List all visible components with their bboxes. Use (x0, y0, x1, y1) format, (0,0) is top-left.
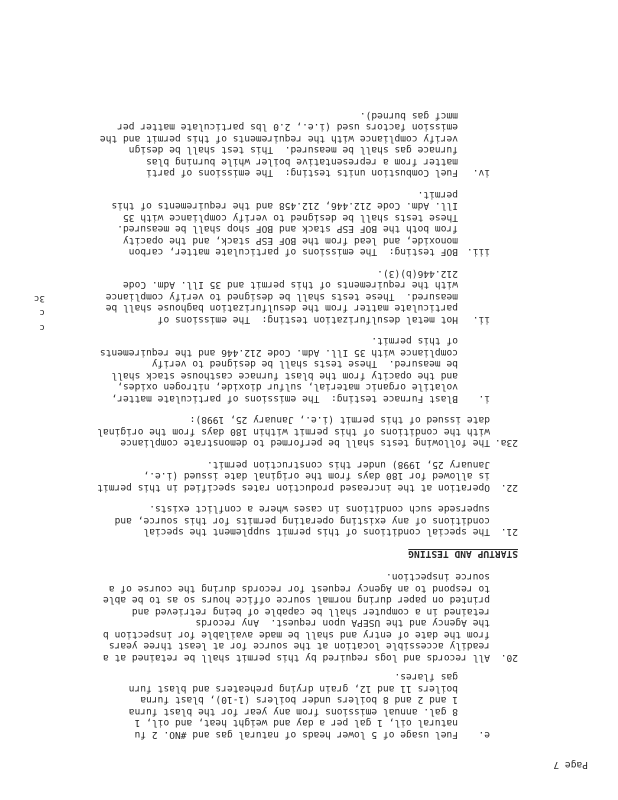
text-line: furnace gas shall be measured. This test shall be design (128, 144, 458, 156)
text-line: BOF testing: The emissions of particulate matter, carbon (128, 246, 458, 258)
text-line: monoxide, and lead from the BOF ESP stack, and the opacity (122, 235, 458, 246)
item-number: iii. (466, 246, 490, 258)
item-text (111, 189, 458, 258)
text-line: from the date of entry and shall be made available for inspection b (103, 629, 490, 640)
text-line: 8 gal. annual emissions from any year for the blast furna (128, 706, 458, 717)
text-line: boilers 11 and 12, grain drying preheaters and blast furn (128, 683, 458, 694)
text-line: particulate matter from the desulfurization baghouse shall be (105, 302, 458, 314)
text-line: of this permit. (371, 335, 458, 347)
text-line: supersede such conditions in cases where a conflict exists. (149, 503, 490, 515)
item-text (97, 459, 490, 494)
text-line: with the conditions of this permit within 180 days from the original (97, 426, 490, 437)
text-line: These tests shall be designed to verify compliance with 35 (122, 212, 458, 223)
text-line: mmcf gas burned). (359, 110, 458, 121)
item-number: ii. (472, 314, 490, 325)
text-line: compliance with 35 Ill. Adm. Code 212.446 and the requirements (99, 347, 458, 358)
text-line: The following tests shall be performed to demonstrate compliance (120, 437, 490, 449)
item-text (97, 414, 490, 449)
text-line: Operation at the increased production rates specified in this permit (97, 482, 490, 493)
margin-mark: 3c (34, 293, 45, 303)
item-text (100, 335, 458, 404)
text-line: to respond to an Agency request for records during the course of a (108, 583, 490, 594)
text-line: 1 and 2 and 8 boilers under boilers (1-10), blast furna (140, 694, 458, 706)
text-line: Hot metal desulfurization testing: The emissions of (157, 314, 458, 325)
margin-mark: c (39, 322, 45, 332)
text-line: Ill. Adm. Code 212.446, 212.458 and the requirements of this (111, 200, 458, 212)
text-line: volatile organic material, sulfur dioxide, nitrogen oxides, (117, 381, 458, 393)
text-line: source inspection. (386, 571, 490, 583)
margin-mark: c (39, 307, 45, 318)
text-line: 212.446(b)(3). (377, 268, 458, 279)
item-number: 21. (500, 526, 518, 538)
text-line: Fuel Combustion units testing: The emissions of parti (146, 167, 458, 179)
text-line: with the requirements of this permit and 35 Ill. Adm. Code (122, 279, 458, 291)
text-line: Blast Furnace testing: The emissions of particulate matter, (111, 393, 458, 404)
text-line: the Agency and the USEPA upon request. Any records (195, 617, 490, 629)
item-number: iv. (472, 167, 490, 179)
item-number: e. (478, 729, 490, 740)
page-number: Page 7 (553, 759, 588, 770)
text-line: Fuel usage of 5 lower heads of natural gas and #NO. 2 fu (134, 729, 458, 740)
text-line: be measured. These tests shall be designed to verify (151, 358, 458, 370)
text-line: permit. (417, 189, 458, 200)
text-line: matter from a representative boiler while burning blas (146, 156, 458, 167)
text-line: measured. These tests shall be designed to verify compliance (105, 291, 458, 302)
text-line: and the opacity from the blast furnace casthouse stack shall (111, 370, 458, 381)
item-text (106, 268, 458, 326)
item-number: 22. (500, 482, 518, 493)
text-line: retained in a computer shall be capable of being retrieved and (131, 606, 490, 617)
item-number: i. (478, 393, 490, 404)
item-text (115, 503, 490, 538)
text-line: from both the BOF ESP stack and BOF shop shall be measured. (117, 223, 458, 235)
text-line: printed on paper during normal source office hours so as to be able (103, 594, 490, 606)
text-line: natural oil, 1 gal per a day and weight heat, and oil, 1 (134, 717, 458, 729)
item-text (100, 110, 458, 179)
item-number: 23a. (494, 437, 518, 449)
text-line: January 25, 1998) under this construction permit. (206, 459, 490, 470)
text-line: conditions of any existing operating permits for this source, and (114, 515, 490, 526)
text-line: date issued of this permit (i.e., January 25, 1998): (189, 414, 490, 426)
section-title: STARTUP AND TESTING (408, 548, 518, 559)
text-line: readily accessible location at the source for at least three years (108, 640, 490, 652)
text-line: emission factors used (i.e., 2.0 lbs particulate matter per (117, 121, 458, 133)
item-text (103, 571, 490, 663)
item-number: 20. (500, 652, 518, 663)
text-line: gas flares. (394, 671, 458, 683)
text-line: is allowed for 180 days from the original date issued (i.e., (143, 470, 490, 482)
margin-marks (34, 289, 45, 333)
item-text (129, 671, 458, 740)
text-line: All records and logs required by this permit shall be retained at a (103, 652, 490, 663)
text-line: verify compliance with the requirements of this permit and the (99, 133, 458, 144)
text-line: The special conditions of this permit supplement the special (143, 526, 490, 538)
